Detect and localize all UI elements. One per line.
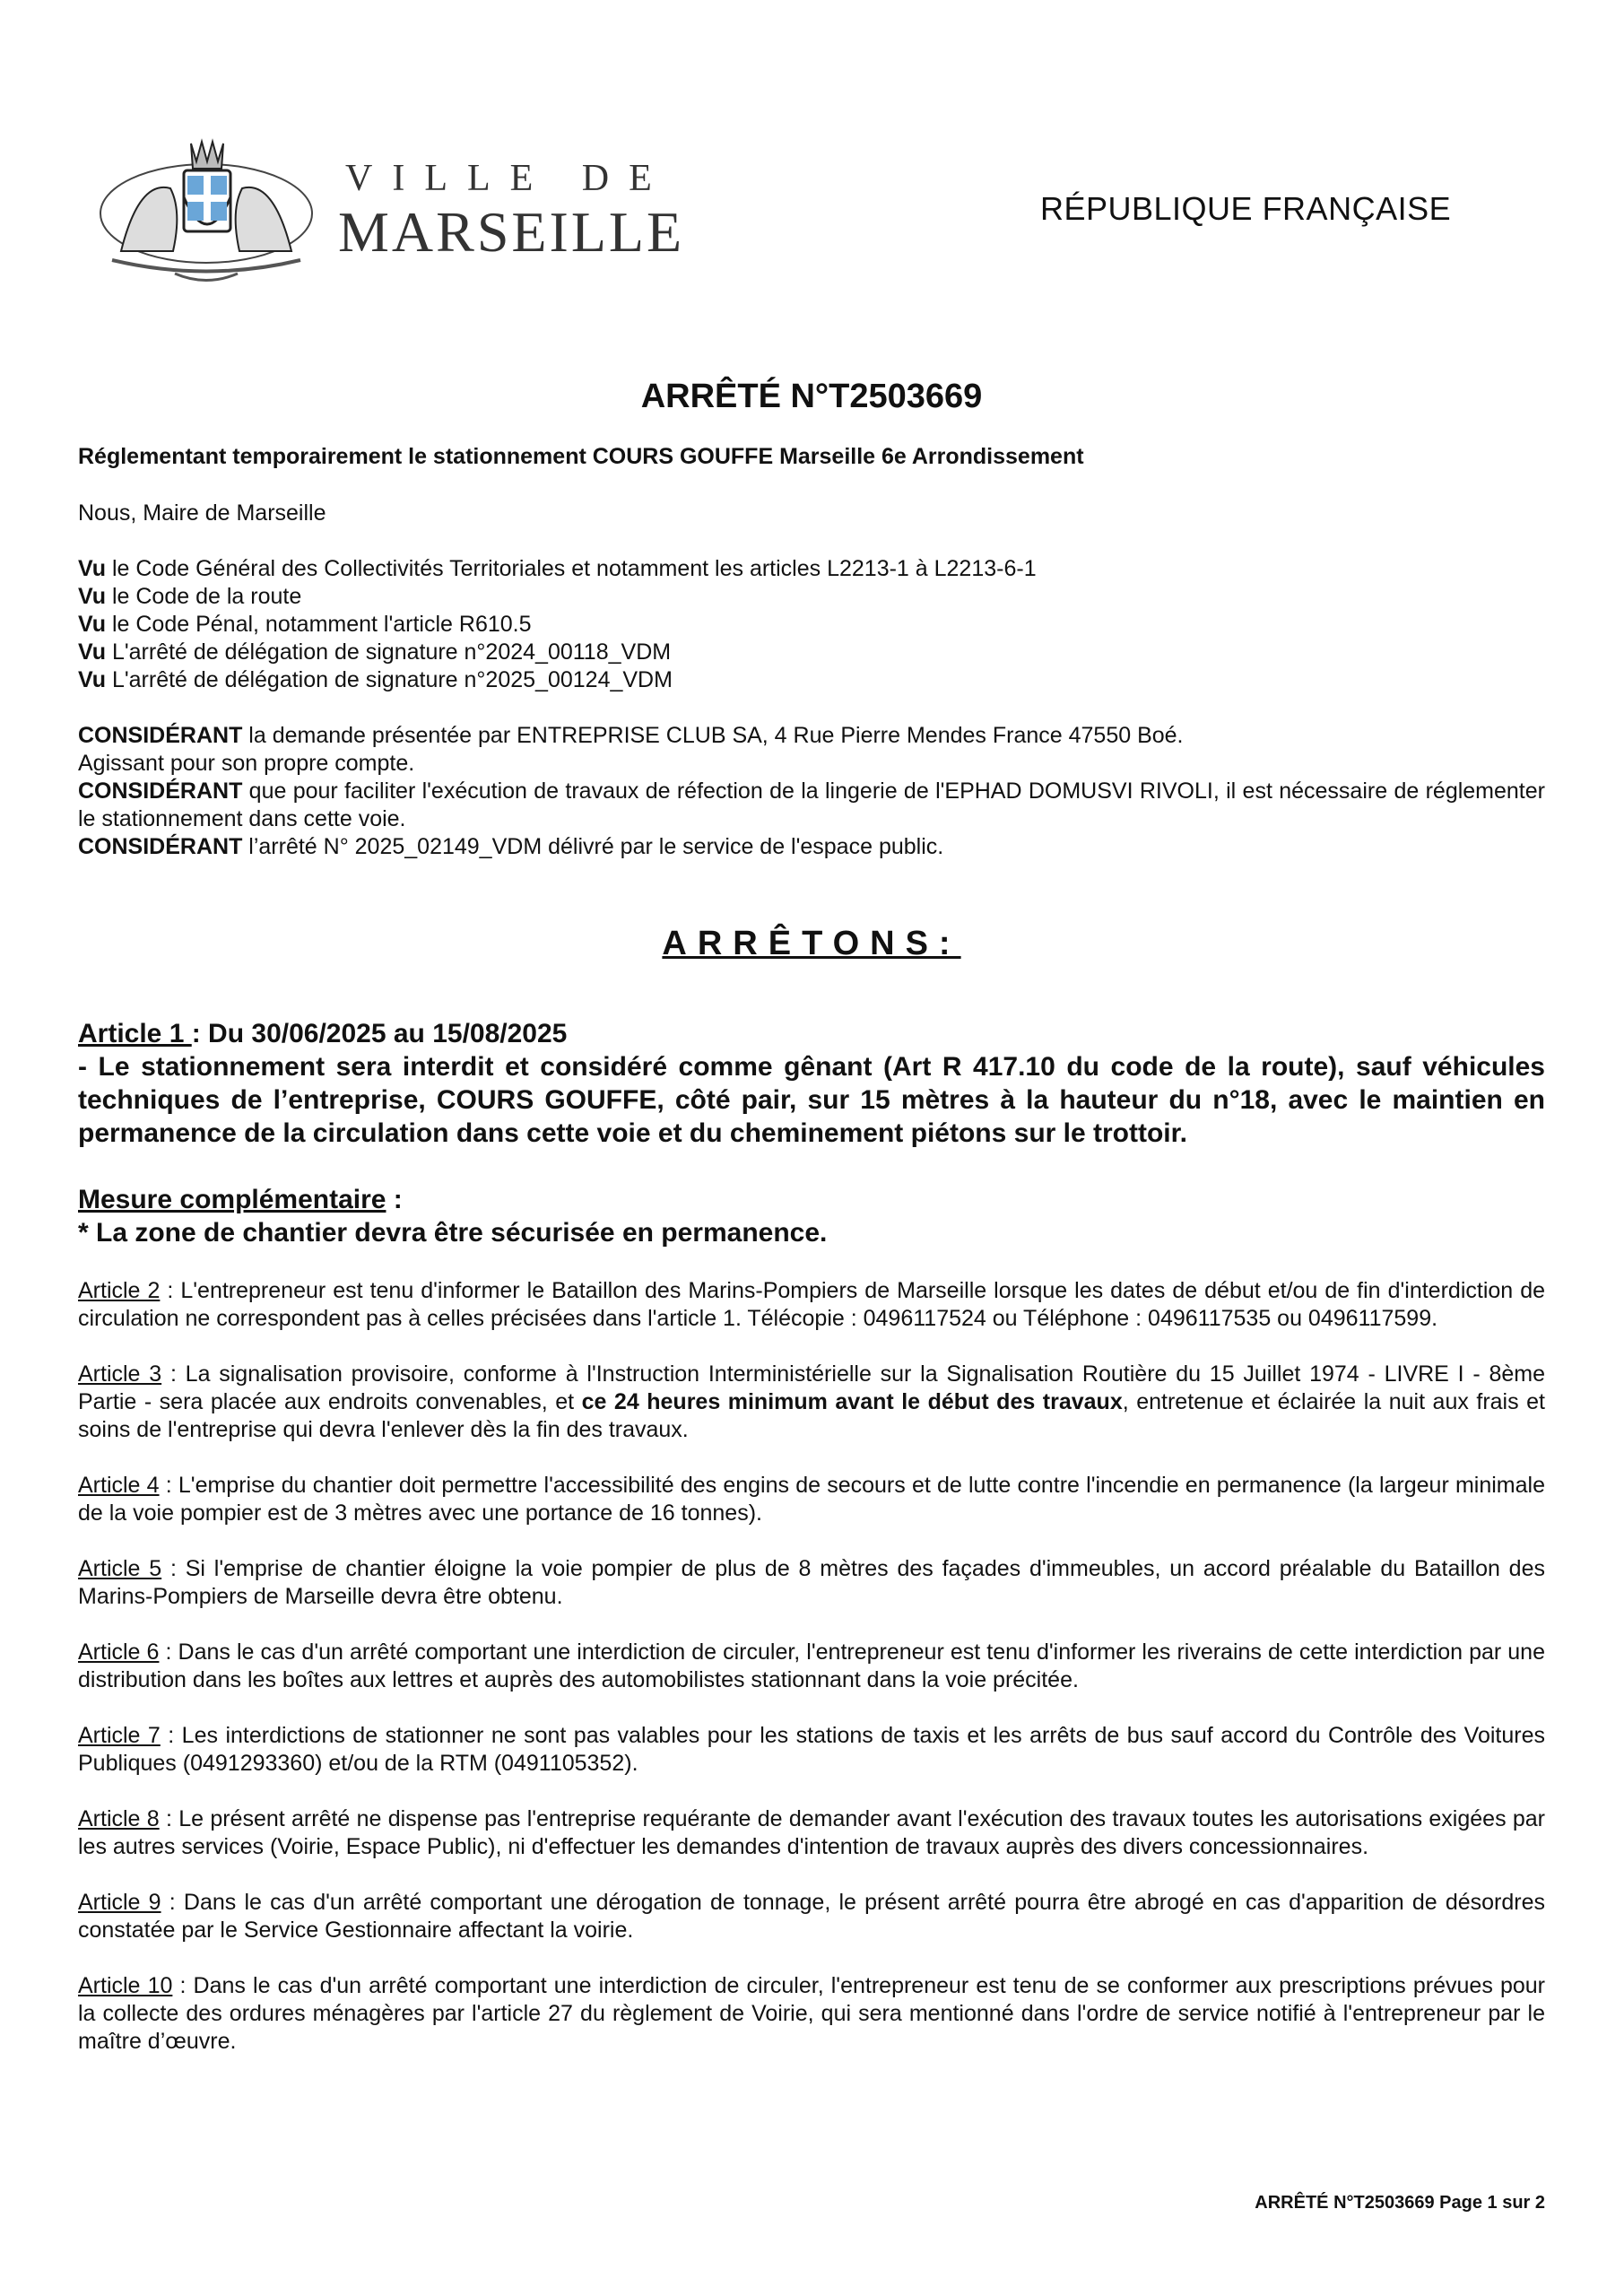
article-5: Article 5 : Si l'emprise de chantier éloigne la voie pompier de plus de 8 mètres des façades d'immeubles, un accord préalable du Bataillon des Marins-Pompiers de Marseille devra être obtenu. (78, 1556, 1545, 1609)
nous-line: Nous, Maire de Marseille (78, 500, 326, 526)
article-9: Article 9 : Dans le cas d'un arrêté comportant une dérogation de tonnage, le présent arrêté pourra être abrogé en cas d'apparition de désordres constatée par le Service Gestionnaire affectant la voirie. (78, 1890, 1545, 1943)
vu-item: Vu le Code Pénal, notamment l'article R610.5 (78, 612, 532, 637)
article-1: Article 1 : Du 30/06/2025 au 15/08/2025 - Le stationnement sera interdit et considéré comme gênant (Art R 417.10 du code de la route), sauf véhicules techniques de l’entreprise, COURS GOUFFE, côté pair, sur 15 mètres à la hauteur du n°18, avec le maintien en permanence de la circulation dans cette voie et du cheminement piétons sur le trottoir. Mesure complémentaire : * La zone de chantier devra être sécurisée en permanence. (78, 1019, 1545, 1248)
vu-item: Vu le Code de la route (78, 584, 302, 609)
vu-list (78, 555, 1545, 694)
considerant-item: CONSIDÉRANT que pour faciliter l'exécution de travaux de réfection de la lingerie de l'EPHAD DOMUSVI RIVOLI, il est nécessaire de réglementer le stationnement dans cette voie. (78, 778, 1545, 831)
article-7: Article 7 : Les interdictions de stationner ne sont pas valables pour les stations de taxis et les arrêts de bus sauf accord du Contrôle des Voitures Publiques (0491293360) et/ou de la RTM (0491105352). (78, 1723, 1545, 1776)
article-1-label: Article 1 (78, 1019, 192, 1048)
document-subject: Réglementant temporairement le stationnement COURS GOUFFE Marseille 6e Arrondissement (78, 444, 1084, 469)
republique-francaise-label: RÉPUBLIQUE FRANÇAISE (1040, 190, 1452, 227)
coat-of-arms-icon (100, 142, 312, 281)
arretons-heading: ARRÊTONS: (662, 925, 961, 962)
article-2: Article 2 : L'entrepreneur est tenu d'informer le Bataillon des Marins-Pompiers de Marseille lorsque les dates de début et/ou de fin d'interdiction de circulation ne correspondent pas à celles précisées dans l'article 1. Télécopie : 0496117524 ou Téléphone : 0496117535 ou 0496117599. (78, 1278, 1546, 1331)
article-4: Article 4 : L'emprise du chantier doit permettre l'accessibilité des engins de secours et de lutte contre l'incendie en permanence (la largeur minimale de la voie pompier est de 3 mètres avec une portance de 16 tonnes). (78, 1473, 1545, 1526)
mesure-label: Mesure complémentaire (78, 1185, 386, 1214)
article-10: Article 10 : Dans le cas d'un arrêté comportant une interdiction de circuler, l'entrepreneur est tenu de se conformer aux prescriptions prévues pour la collecte des ordures ménagères par l'article 27 du règlement de Voirie, qui sera mentionné dans l'ordre de service notifié à l'entrepreneur par le maître d’œuvre. (78, 1973, 1545, 2054)
document-body (78, 377, 1545, 2078)
vu-item: Vu L'arrêté de délégation de signature n°2025_00124_VDM (78, 667, 673, 692)
document-title: ARRÊTÉ N°T2503669 (640, 378, 983, 415)
article-1-dates: : Du 30/06/2025 au 15/08/2025 (191, 1019, 568, 1048)
logo-line2: MARSEILLE (338, 200, 685, 264)
vu-item: Vu L'arrêté de délégation de signature n°2024_00118_VDM (78, 639, 672, 665)
page-footer: ARRÊTÉ N°T2503669 Page 1 sur 2 (1255, 2193, 1545, 2213)
article-3: Article 3 : La signalisation provisoire, conforme à l'Instruction Interministérielle sur la Signalisation Routière du 15 Juillet 1974 - LIVRE I - 8ème Partie - sera placée aux endroits convenables, et ce 24 heures minimum avant le début des travaux, entretenue et éclairée la nuit aux frais et soins de l'entreprise qui devra l'enlever dès la fin des travaux. (78, 1361, 1546, 1442)
article-6: Article 6 : Dans le cas d'un arrêté comportant une interdiction de circuler, l'entrepreneur est tenu d'informer les riverains de cette interdiction par une distribution dans les boîtes aux lettres et auprès des automobilistes stationnant dans la voie précitée. (78, 1639, 1545, 1692)
article-1-text: - Le stationnement sera interdit et considéré comme gênant (Art R 417.10 du code de la route), sauf véhicules techniques de l’entreprise, COURS GOUFFE, côté pair, sur 15 mètres à la hauteur du n°18, avec le maintien en permanence de la circulation dans cette voie et du cheminement piétons sur le trottoir. (78, 1052, 1545, 1148)
mesure-text: * La zone de chantier devra être sécurisée en permanence. (78, 1218, 828, 1248)
vu-item: Vu le Code Général des Collectivités Territoriales et notamment les articles L2213-1 à L2213-6-1 (78, 556, 1037, 581)
logo-line1: VILLE DE (345, 158, 672, 199)
considerant-item: CONSIDÉRANT la demande présentée par ENTREPRISE CLUB SA, 4 Rue Pierre Mendes France 47550 Boé. (78, 723, 1184, 748)
considerant-item: Agissant pour son propre compte. (78, 751, 415, 776)
article-8: Article 8 : Le présent arrêté ne dispense pas l'entreprise requérante de demander avant l'exécution des travaux toutes les autorisations exigées par les autres services (Voirie, Espace Public), ni d'effectuer les demandes d'intention de travaux auprès des divers concessionnaires. (78, 1806, 1545, 1859)
considerant-list (78, 722, 1545, 861)
ville-de-marseille-logo (85, 126, 685, 296)
considerant-item: CONSIDÉRANT l’arrêté N° 2025_02149_VDM délivré par le service de l'espace public. (78, 834, 944, 859)
